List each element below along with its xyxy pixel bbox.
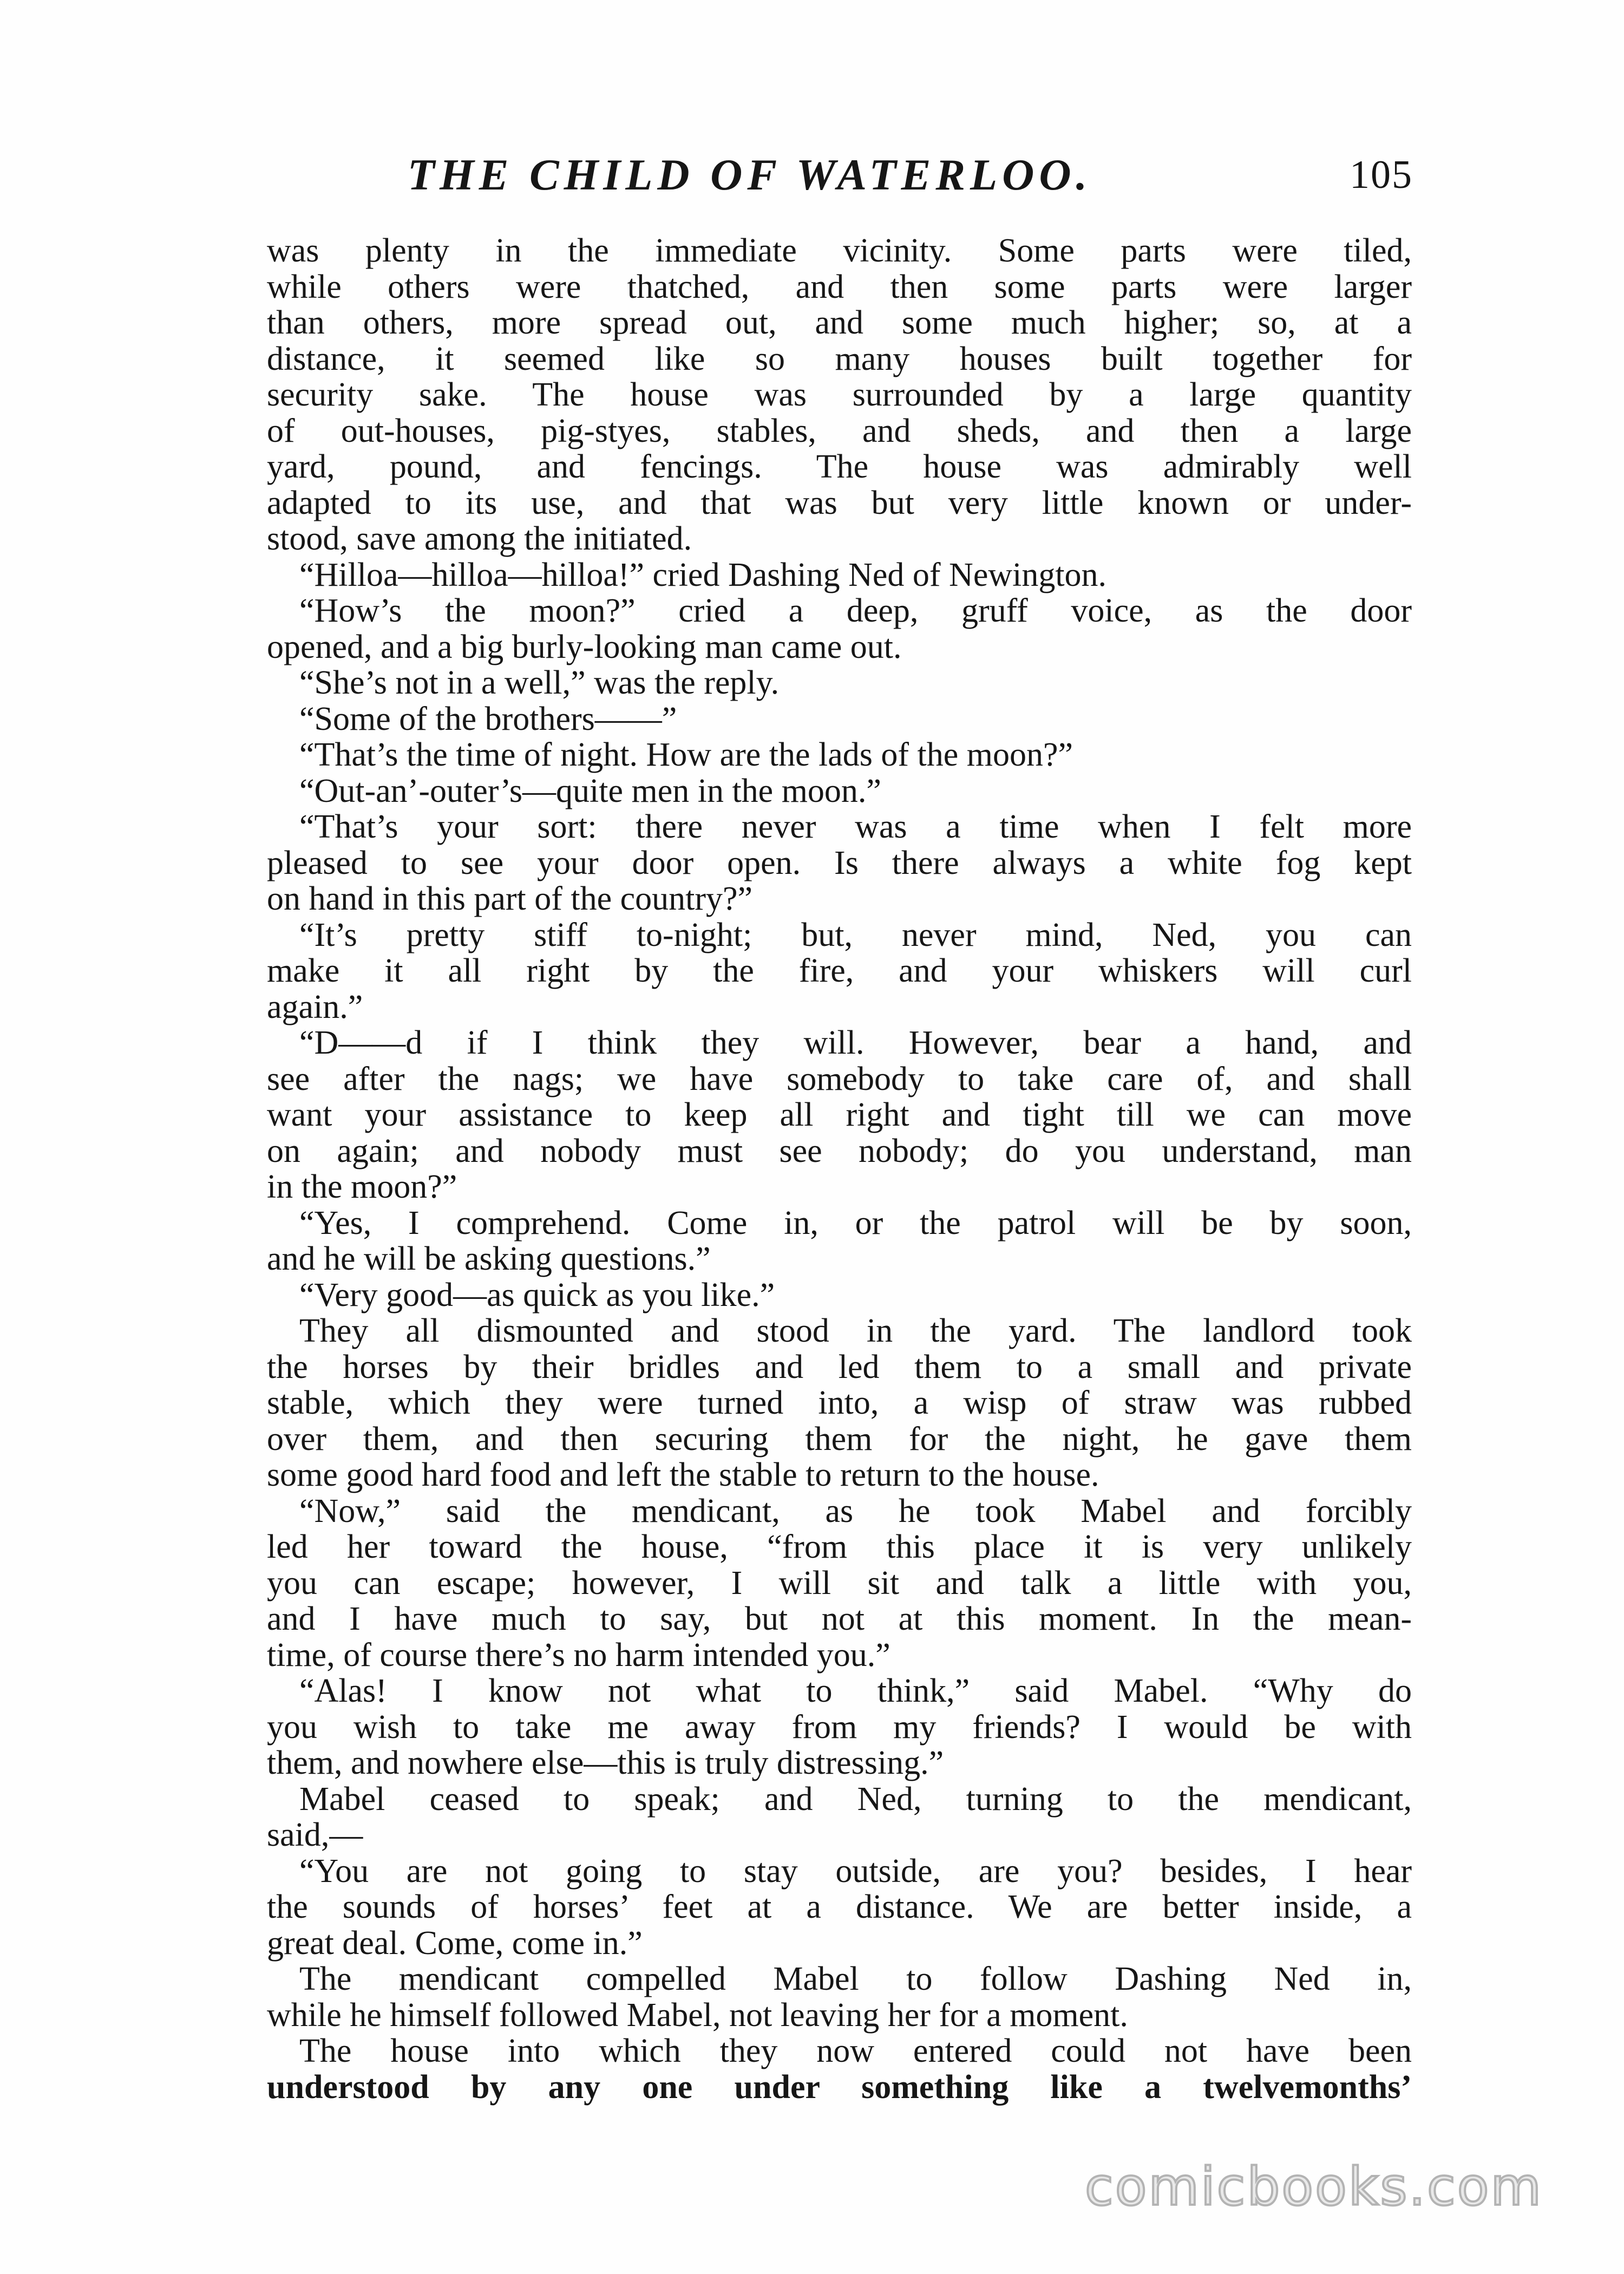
text-line: see after the nags; we have somebody to take care of, and shall	[267, 1060, 1412, 1097]
text-line: of out-houses, pig-styes, stables, and sheds, and then a large	[267, 412, 1412, 449]
text-line: them, and nowhere else—this is truly distressing.”	[267, 1744, 944, 1781]
text-line: stable, which they were turned into, a wisp of straw was rubbed	[267, 1384, 1412, 1421]
text-line: over them, and then securing them for the night, he gave them	[267, 1420, 1412, 1458]
text-line: “Some of the brothers——”	[299, 700, 677, 737]
text-line: than others, more spread out, and some much higher; so, at a	[267, 304, 1412, 341]
text-line: “Hilloa—hilloa—hilloa!” cried Dashing Ned of Newington.	[299, 556, 1107, 593]
text-line: again.”	[267, 988, 363, 1025]
text-line: make it all right by the fire, and your whiskers will curl	[267, 952, 1412, 989]
text-line: on hand in this part of the country?”	[267, 880, 753, 917]
text-line: and he will be asking questions.”	[267, 1240, 711, 1277]
watermark: comicbooks.com	[1084, 2157, 1543, 2217]
text-line: “How’s the moon?” cried a deep, gruff voice, as the door	[299, 592, 1412, 629]
text-line: said,—	[267, 1816, 363, 1853]
text-line: “Alas! I know not what to think,” said Mabel. “Why do	[299, 1672, 1412, 1709]
text-line: “D——d if I think they will. However, bear a hand, and	[299, 1024, 1412, 1061]
text-line: distance, it seemed like so many houses built together for	[267, 340, 1412, 377]
text-line: want your assistance to keep all right and tight till we can move	[267, 1096, 1412, 1133]
text-line: “It’s pretty stiff to-night; but, never mind, Ned, you can	[299, 916, 1412, 953]
text-line: adapted to its use, and that was but very little known or under-	[267, 484, 1412, 521]
text-line: the horses by their bridles and led them to a small and private	[267, 1348, 1412, 1386]
text-line: “That’s the time of night. How are the lads of the moon?”	[299, 736, 1073, 773]
text-line: while others were thatched, and then some parts were larger	[267, 268, 1412, 305]
text-line: opened, and a big burly-looking man came out.	[267, 628, 902, 665]
text-line: great deal. Come, come in.”	[267, 1924, 643, 1962]
text-line: yard, pound, and fencings. The house was admirably well	[267, 448, 1412, 485]
text-line: The mendicant compelled Mabel to follow Dashing Ned in,	[299, 1961, 1412, 1997]
text-line: pleased to see your door open. Is there always a white fog kept	[267, 844, 1412, 881]
text-line: “Yes, I comprehend. Come in, or the patrol will be by soon,	[299, 1204, 1412, 1241]
text-line: time, of course there’s no harm intended you.”	[267, 1636, 890, 1674]
text-line: “She’s not in a well,” was the reply.	[299, 664, 780, 701]
text-line: stood, save among the initiated.	[267, 520, 692, 557]
text-line: and I have much to say, but not at this moment. In the mean-	[267, 1600, 1412, 1637]
text-line: “Very good—as quick as you like.”	[299, 1276, 775, 1314]
text-line: you wish to take me away from my friends? I would be with	[267, 1708, 1412, 1746]
text-line: understood by any one under something like a twelvemonths’	[267, 2068, 1412, 2106]
text-line: the sounds of horses’ feet at a distance. We are better inside, a	[267, 1889, 1412, 1925]
text-line: They all dismounted and stood in the yard. The landlord took	[299, 1312, 1412, 1349]
text-line: in the moon?”	[267, 1168, 457, 1205]
text-line: you can escape; however, I will sit and talk a little with you,	[267, 1564, 1412, 1602]
running-title: THE CHILD OF WATERLOO.	[407, 150, 1092, 199]
text-line: was plenty in the immediate vicinity. Some parts were tiled,	[267, 232, 1412, 269]
text-line: “Now,” said the mendicant, as he took Mabel and forcibly	[299, 1492, 1412, 1530]
text-line: on again; and nobody must see nobody; do you understand, man	[267, 1132, 1412, 1169]
page-header	[265, 145, 1413, 205]
text-line: while he himself followed Mabel, not leaving her for a moment.	[267, 1996, 1128, 2034]
text-line: “Out-an’-outer’s—quite men in the moon.”	[299, 772, 881, 809]
text-line: “You are not going to stay outside, are you? besides, I hear	[299, 1852, 1412, 1890]
text-line: “That’s your sort: there never was a time when I felt more	[299, 808, 1412, 845]
text-line: led her toward the house, “from this place it is very unlikely	[267, 1528, 1412, 1565]
text-line: security sake. The house was surrounded by a large quantity	[267, 376, 1412, 413]
text-line: The house into which they now entered could not have been	[299, 2033, 1412, 2069]
page-number: 105	[1350, 153, 1413, 197]
body-text	[267, 233, 1412, 2105]
text-line: some good hard food and left the stable to return to the house.	[267, 1456, 1099, 1493]
text-line: Mabel ceased to speak; and Ned, turning to the mendicant,	[299, 1780, 1412, 1818]
